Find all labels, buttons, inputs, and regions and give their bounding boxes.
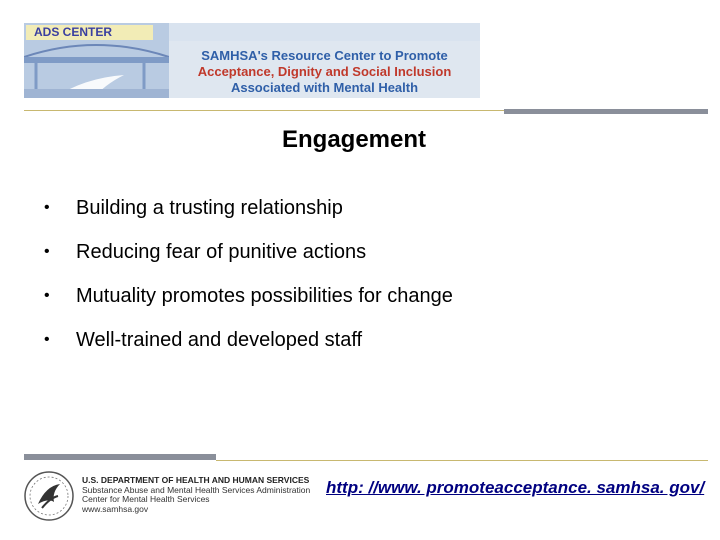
banner-line-1: SAMHSA's Resource Center to Promote	[201, 48, 448, 63]
bullet-icon: •	[44, 243, 50, 260]
bullet-item	[42, 196, 453, 220]
banner-line-3: Associated with Mental Health	[230, 80, 419, 95]
header-banner	[24, 23, 480, 98]
hhs-line-1: U.S. DEPARTMENT OF HEALTH AND HUMAN SERVICES	[82, 475, 310, 485]
bullet-list	[42, 196, 453, 372]
hhs-text-block	[82, 476, 310, 514]
hhs-line-2: Substance Abuse and Mental Health Services Administration	[82, 484, 311, 495]
top-divider	[24, 110, 504, 111]
bullet-icon: •	[44, 331, 50, 348]
bullet-text: Well-trained and developed staff	[76, 329, 363, 351]
ads-center-badge: ADS CENTER	[26, 25, 153, 40]
bullet-text: Building a trusting relationship	[76, 197, 343, 219]
banner-title	[169, 41, 480, 98]
slide-title: Engagement	[281, 126, 427, 153]
hhs-logo	[24, 466, 311, 524]
bottom-divider	[216, 460, 708, 461]
bullet-text: Mutuality promotes possibilities for change	[76, 285, 453, 307]
website-link[interactable]: http: //www. promoteacceptance. samhsa. gov/	[326, 478, 705, 497]
bullet-item	[42, 284, 453, 308]
hhs-line-3: Center for Mental Health Services	[82, 494, 210, 504]
hhs-line-4: www.samhsa.gov	[82, 503, 149, 514]
bullet-text: Reducing fear of punitive actions	[76, 241, 367, 263]
hhs-eagle-icon	[24, 468, 74, 524]
bullet-item	[42, 240, 453, 264]
bullet-icon: •	[44, 287, 50, 304]
banner-line-2: Acceptance, Dignity and Social Inclusion	[197, 64, 452, 79]
bottom-divider-accent	[24, 454, 216, 460]
bullet-item	[42, 328, 453, 352]
top-divider-accent	[504, 109, 708, 114]
bullet-icon: •	[44, 199, 50, 216]
